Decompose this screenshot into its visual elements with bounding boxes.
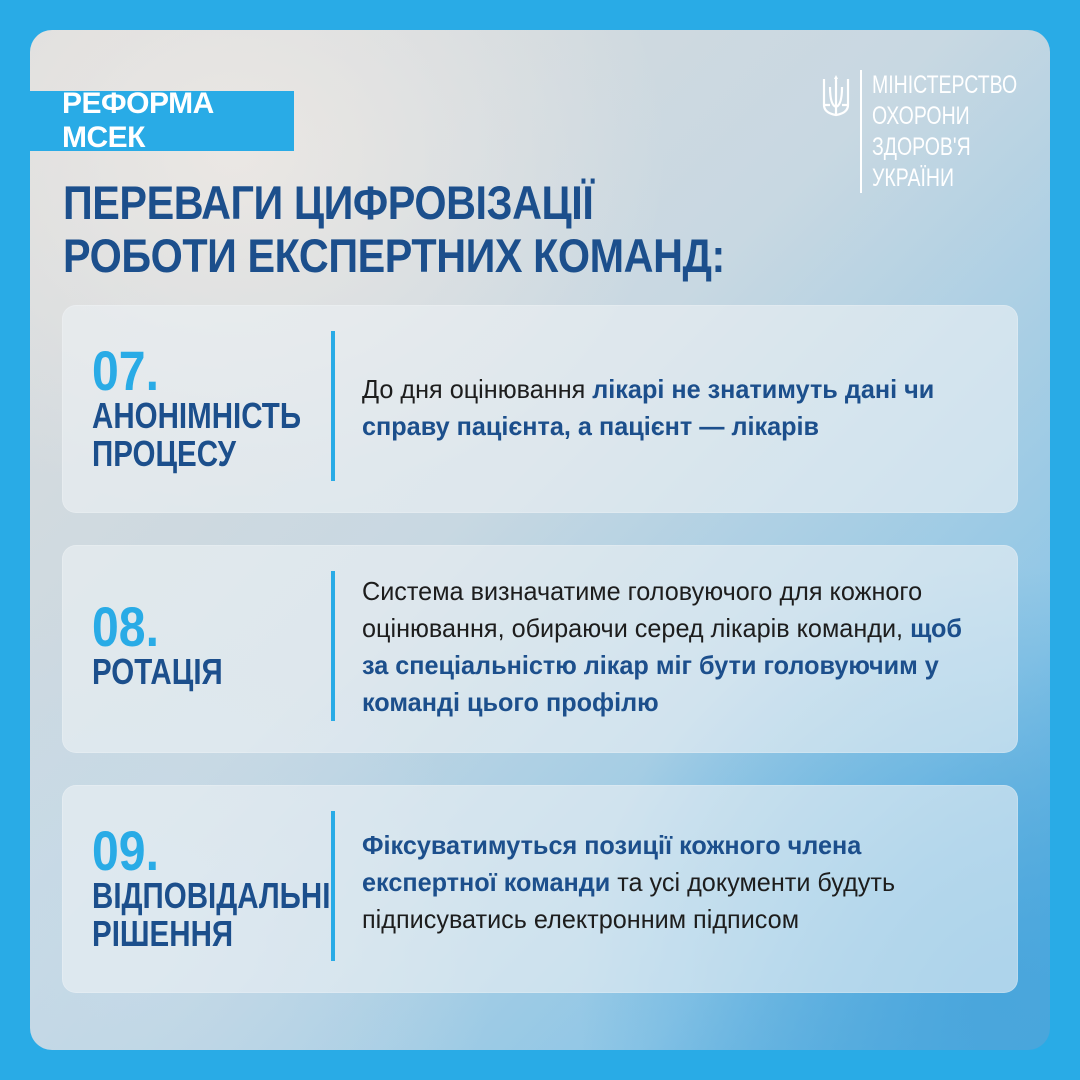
benefit-card-responsible-decisions bbox=[62, 785, 1018, 993]
card-description bbox=[362, 827, 973, 938]
ministry-name-line: ЗДОРОВ'Я bbox=[872, 133, 971, 161]
card-description bbox=[362, 371, 973, 445]
card-divider bbox=[331, 811, 335, 961]
card-label bbox=[92, 877, 330, 953]
ministry-name-line: МІНІСТЕРСТВО bbox=[872, 71, 1018, 99]
ministry-logo bbox=[822, 70, 1022, 195]
ministry-name-line: ОХОРОНИ bbox=[872, 102, 970, 130]
card-number: 08. bbox=[92, 595, 159, 658]
card-text-highlight: лікарі не знатимуть дані чи справу пацієнта, а пацієнт — лікарів bbox=[362, 374, 935, 441]
card-text-highlight: щоб за спеціальністю лікар міг бути головуючим у команді цього профілю bbox=[362, 613, 963, 717]
card-label bbox=[92, 653, 223, 691]
section-tag: РЕФОРМА МСЕК bbox=[30, 91, 294, 151]
page-title-line-1: ПЕРЕВАГИ ЦИФРОВІЗАЦІЇ bbox=[63, 176, 594, 229]
infographic-panel bbox=[30, 30, 1050, 1050]
card-label-line: АНОНІМНІСТЬ bbox=[92, 395, 302, 436]
card-text-plain: До дня оцінювання bbox=[362, 374, 593, 404]
card-divider bbox=[331, 331, 335, 481]
trident-icon bbox=[822, 75, 850, 119]
benefit-card-anonymity bbox=[62, 305, 1018, 513]
card-label-line: РІШЕННЯ bbox=[92, 913, 234, 954]
ministry-name-line: УКРАЇНИ bbox=[872, 164, 954, 192]
card-number: 09. bbox=[92, 819, 159, 882]
card-divider bbox=[331, 571, 335, 721]
page-title bbox=[63, 176, 725, 282]
card-description bbox=[362, 573, 973, 721]
card-text-highlight: Фіксуватимуться позиції кожного члена експертної команди bbox=[362, 830, 862, 897]
logo-divider bbox=[860, 70, 862, 193]
card-number: 07. bbox=[92, 339, 159, 402]
page-title-line-2: РОБОТИ ЕКСПЕРТНИХ КОМАНД: bbox=[63, 229, 725, 282]
card-label bbox=[92, 397, 301, 473]
card-text-plain: та усі документи будуть підписуватись електронним підписом bbox=[362, 867, 896, 934]
card-label-line: РОТАЦІЯ bbox=[92, 651, 223, 692]
card-label-line: ПРОЦЕСУ bbox=[92, 433, 237, 474]
benefit-card-rotation bbox=[62, 545, 1018, 753]
ministry-name bbox=[872, 70, 1017, 194]
card-text-plain: Система визначатиме головуючого для кожного оцінювання, обираючи серед лікарів команди, bbox=[362, 576, 923, 643]
card-label-line: ВІДПОВІДАЛЬНІ bbox=[92, 875, 331, 916]
